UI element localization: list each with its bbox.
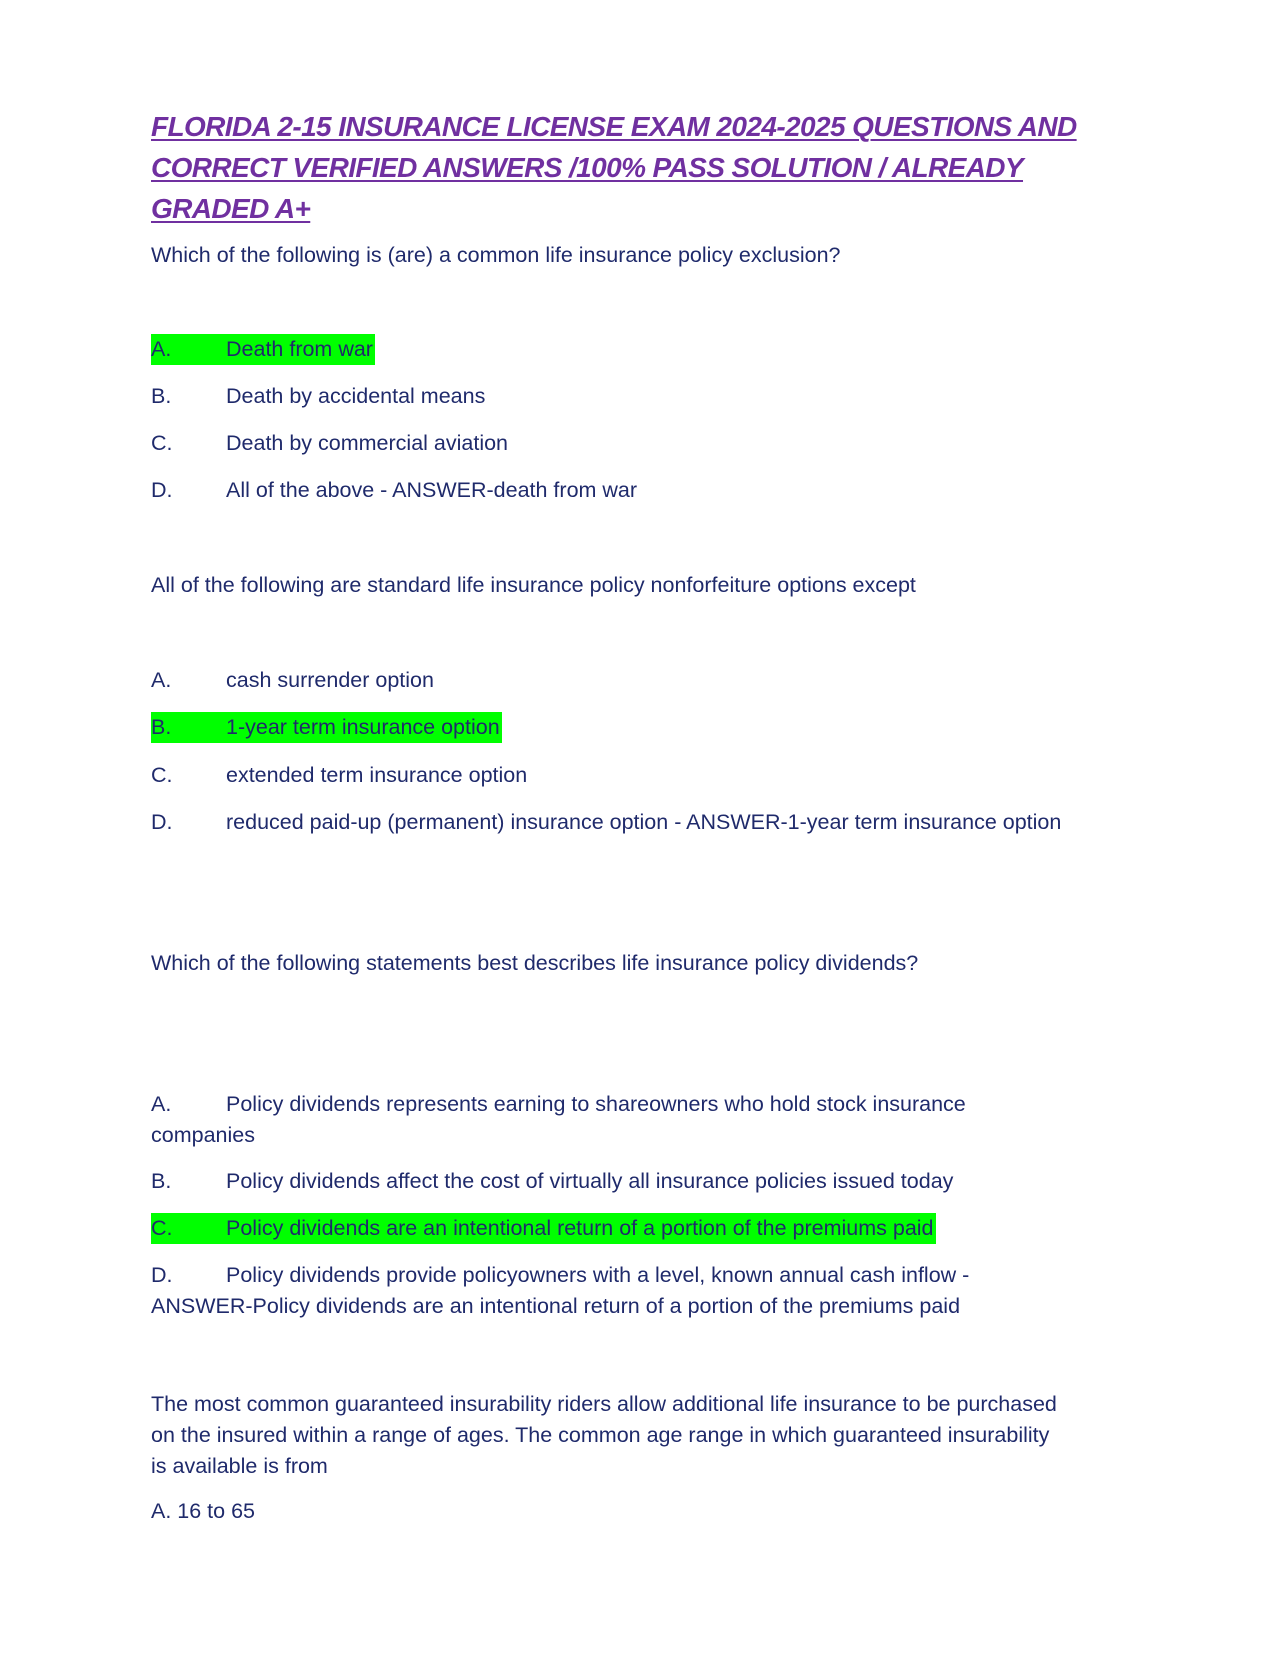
option-text: Policy dividends affect the cost of virtually all insurance policies issued today (226, 1169, 954, 1193)
option-text: Policy dividends are an intentional return of a portion of the premiums paid (226, 1216, 934, 1240)
option-text: extended term insurance option (226, 763, 528, 787)
option-letter: C. (151, 763, 173, 787)
option-letter: C. (151, 431, 173, 455)
option-text: 1-year term insurance option (226, 715, 500, 739)
question-2-text: All of the following are standard life insurance policy nonforfeiture options except (151, 573, 916, 597)
q1-option-a (151, 334, 375, 365)
option-letter: D. (151, 810, 173, 834)
option-letter: B. (151, 1169, 172, 1193)
q1-option-d (151, 475, 637, 506)
q2-option-b (151, 712, 502, 743)
option-text: Death by commercial aviation (226, 431, 509, 455)
option-text: Policy dividends represents earning to shareowners who hold stock insurance (226, 1092, 966, 1116)
option-letter: B. (151, 715, 172, 739)
question-3-text: Which of the following statements best describes life insurance policy dividends? (151, 951, 919, 975)
q2-option-d (151, 807, 1061, 838)
q3-option-c (151, 1213, 936, 1244)
q3-option-d (151, 1260, 969, 1322)
option-letter: A. (151, 337, 172, 361)
option-text: A. 16 to 65 (151, 1499, 255, 1523)
q3-option-a (151, 1089, 966, 1151)
q2-option-c (151, 760, 527, 791)
document-title (151, 106, 1131, 229)
option-letter: D. (151, 478, 173, 502)
option-text: reduced paid-up (permanent) insurance option - ANSWER-1-year term insurance option (226, 810, 1062, 834)
option-text: Policy dividends provide policyowners with a level, known annual cash inflow - (226, 1263, 970, 1287)
option-letter: A. (151, 1092, 172, 1116)
option-letter: A. (151, 668, 172, 692)
question-1-text: Which of the following is (are) a common life insurance policy exclusion? (151, 243, 841, 267)
option-text: cash surrender option (226, 668, 434, 692)
option-text-continuation: ANSWER-Policy dividends are an intentional return of a portion of the premiums paid (151, 1294, 961, 1318)
title-line: CORRECT VERIFIED ANSWERS /100% PASS SOLUTION / ALREADY (151, 152, 1024, 183)
title-line: FLORIDA 2-15 INSURANCE LICENSE EXAM 2024-2025 QUESTIONS AND (151, 111, 1077, 142)
option-text: Death by accidental means (226, 384, 486, 408)
q4-option-a (151, 1496, 255, 1527)
question-line: on the insured within a range of ages. The common age range in which guaranteed insurability (151, 1423, 1050, 1447)
title-line: GRADED A+ (151, 193, 311, 224)
q3-option-b (151, 1166, 953, 1197)
question-4-text (151, 1389, 1057, 1482)
option-letter: B. (151, 384, 172, 408)
option-letter: D. (151, 1263, 173, 1287)
q1-option-c (151, 428, 508, 459)
q1-option-b (151, 381, 485, 412)
option-text: All of the above - ANSWER-death from war (226, 478, 638, 502)
option-letter: C. (151, 1216, 173, 1240)
question-line: is available is from (151, 1454, 328, 1478)
q2-option-a (151, 665, 434, 696)
option-text-continuation: companies (151, 1123, 255, 1147)
option-text: Death from war (226, 337, 373, 361)
question-line: The most common guaranteed insurability riders allow additional life insurance to be purchased (151, 1392, 1057, 1416)
